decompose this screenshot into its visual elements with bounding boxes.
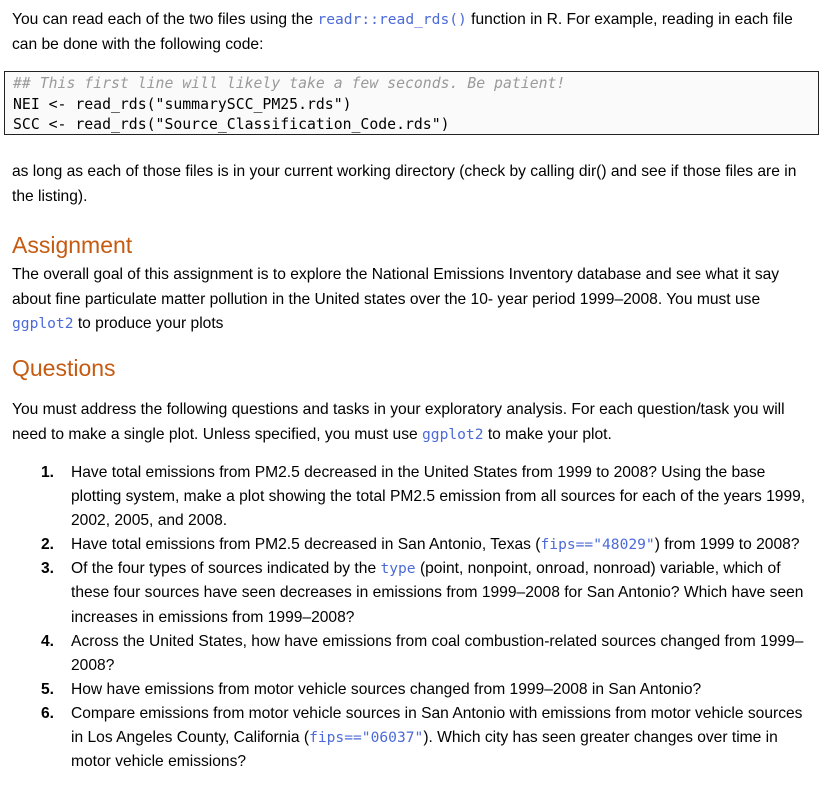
- question-text-before: Have total emissions from PM2.5 decreased in San Antonio, Texas (: [71, 536, 541, 554]
- intro-paragraph: [12, 8, 812, 57]
- code-line-scc: SCC <- read_rds("Source_Classification_Code.rds"): [13, 116, 450, 133]
- question-text: How have emissions from motor vehicle sources changed from 1999–2008 in San Antonio?: [71, 680, 702, 698]
- question-item-2: [12, 533, 812, 557]
- after-code-paragraph: as long as each of those files is in your current working directory (check by calling dir() and see if those files are in the listing).: [12, 163, 797, 205]
- questions-intro-after: to make your plot.: [483, 425, 612, 443]
- question-text: Across the United States, how have emissions from coal combustion-related sources changed from 1999–2008?: [71, 632, 804, 674]
- code-block: [4, 71, 819, 135]
- assignment-text-after: to produce your plots: [73, 315, 224, 332]
- question-text-before: Of the four types of sources indicated by the: [71, 560, 381, 578]
- intro-text-before: You can read each of the two files using the: [12, 11, 318, 28]
- question-item-6: [12, 702, 812, 774]
- question-number: 1.: [41, 464, 55, 481]
- questions-list: [12, 461, 812, 774]
- assignment-paragraph: [12, 263, 812, 337]
- question-number: 5.: [41, 680, 55, 698]
- assignment-text: The overall goal of this assignment is to explore the National Emissions Inventory database and see what it say about fine particulate matter pollution in the United states over the 10- year period 1999–2008. You must use: [12, 266, 780, 308]
- questions-heading: Questions: [12, 355, 116, 381]
- type-variable-code: type: [380, 560, 416, 578]
- question-text-before: Compare emissions from motor vehicle sources in San Antonio with emissions from motor vehicle sources in Los Angeles County, California (: [71, 704, 803, 747]
- question-text: Have total emissions from PM2.5 decreased in the United States from 1999 to 2008? Using the base plotting system, make a plot showing the total PM2.5 emission from all sources for each of the years 1999, 2002, 2005, and 2008.: [71, 464, 806, 530]
- question-item-3: [12, 557, 812, 629]
- questions-intro-paragraph: [12, 398, 812, 447]
- assignment-ggplot2-code: ggplot2: [12, 315, 74, 332]
- questions-ggplot2-code: ggplot2: [422, 425, 484, 443]
- read-rds-code: readr::read_rds(): [317, 11, 467, 28]
- question-number: 3.: [41, 560, 55, 578]
- intro-text-after: function in R. For example, reading in each file can be done with the following code:: [12, 11, 793, 53]
- code-line-nei: NEI <- read_rds("summarySCC_PM25.rds"): [13, 95, 352, 113]
- code-comment: ## This first line will likely take a few seconds. Be patient!: [13, 75, 566, 92]
- question-item-5: [12, 678, 812, 702]
- question-text-after: ) from 1999 to 2008?: [654, 536, 800, 554]
- question-item-1: [12, 461, 812, 533]
- fips-san-antonio-code: fips=="48029": [540, 536, 655, 554]
- question-text-after: ). Which city has seen greater changes over time in motor vehicle emissions?: [71, 729, 778, 771]
- question-number: 6.: [41, 704, 55, 722]
- question-number: 4.: [41, 632, 55, 650]
- question-text-after: (point, nonpoint, onroad, nonroad) variable, which of these four sources have seen decreases in emissions from 1999–2008 for San Antonio? Which have seen increases in emissions from 1999–2008?: [71, 560, 804, 626]
- question-item-4: [12, 630, 812, 678]
- assignment-heading: Assignment: [12, 232, 133, 258]
- questions-intro-before: You must address the following questions and tasks in your exploratory analysis. For each question/task you will need to make a single plot. Unless specified, you must use: [12, 401, 785, 443]
- fips-los-angeles-code: fips=="06037": [309, 729, 424, 747]
- question-number: 2.: [41, 536, 55, 554]
